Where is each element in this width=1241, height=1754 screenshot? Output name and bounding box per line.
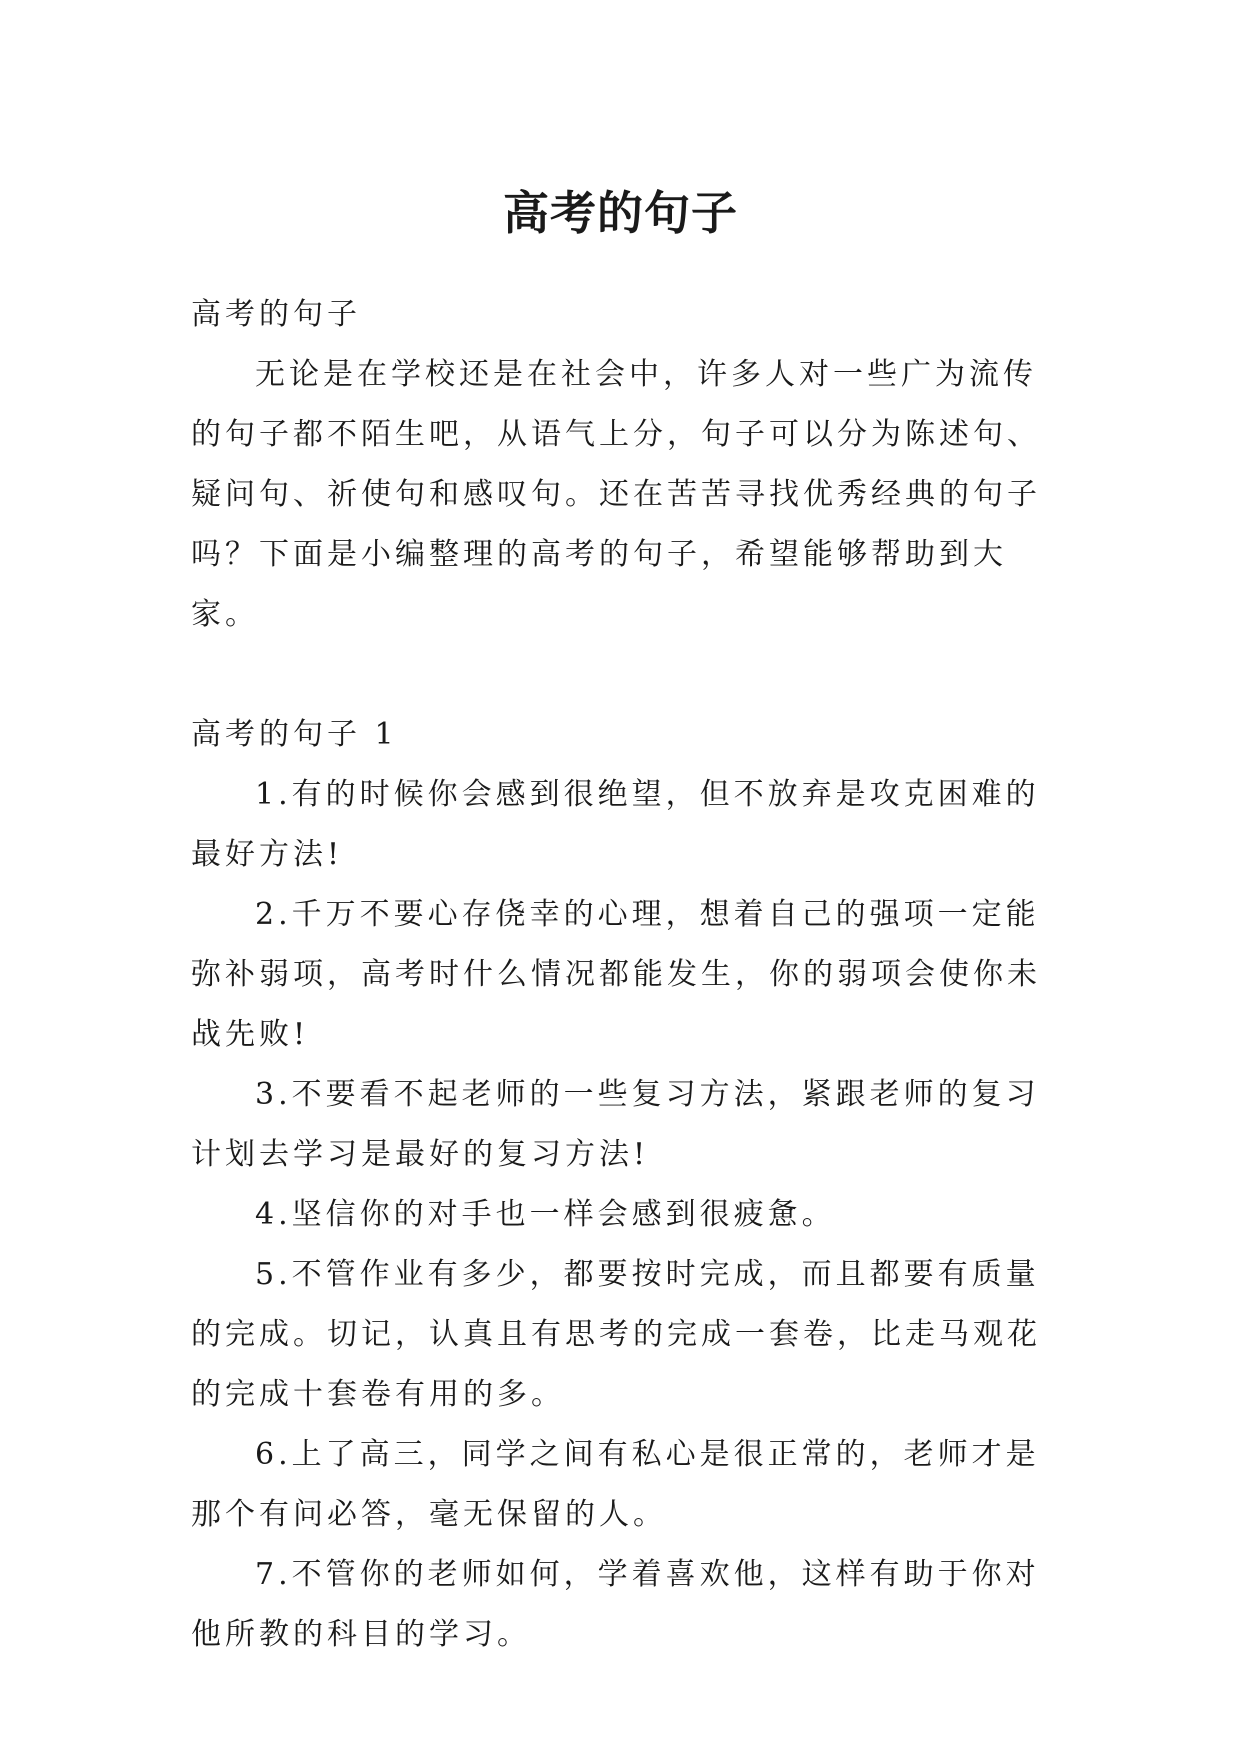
list-item: 3.不要看不起老师的一些复习方法，紧跟老师的复习计划去学习是最好的复习方法! <box>191 1077 1040 1172</box>
list-item: 5.不管作业有多少，都要按时完成，而且都要有质量的完成。切记，认真且有思考的完成一套卷，比走马观花的完成十套卷有用的多。 <box>191 1257 1041 1412</box>
document-title: 高考的句子 <box>503 185 738 240</box>
list-item: 4.坚信你的对手也一样会感到很疲惫。 <box>255 1197 836 1232</box>
document-body <box>191 285 1051 1665</box>
section-heading: 高考的句子 1 <box>191 717 398 752</box>
list-item: 6.上了高三，同学之间有私心是很正常的，老师才是那个有问必答，毫无保留的人。 <box>191 1437 1040 1532</box>
intro-heading: 高考的句子 <box>191 297 361 332</box>
intro-paragraph: 无论是在学校还是在社会中，许多人对一些广为流传的句子都不陌生吧，从语气上分，句子可以分为陈述句、疑问句、祈使句和感叹句。还在苦苦寻找优秀经典的句子吗？下面是小编整理的高考的句子，希望能够帮助到大家。 <box>191 357 1041 632</box>
list-item: 2.千万不要心存侥幸的心理，想着自己的强项一定能弥补弱项，高考时什么情况都能发生，你的弱项会使你未战先败! <box>191 897 1041 1052</box>
list-item: 1.有的时候你会感到很绝望，但不放弃是攻克困难的最好方法! <box>191 777 1040 872</box>
list-item: 7.不管你的老师如何，学着喜欢他，这样有助于你对他所教的科目的学习。 <box>191 1557 1040 1652</box>
paragraph-spacer <box>191 645 1051 705</box>
